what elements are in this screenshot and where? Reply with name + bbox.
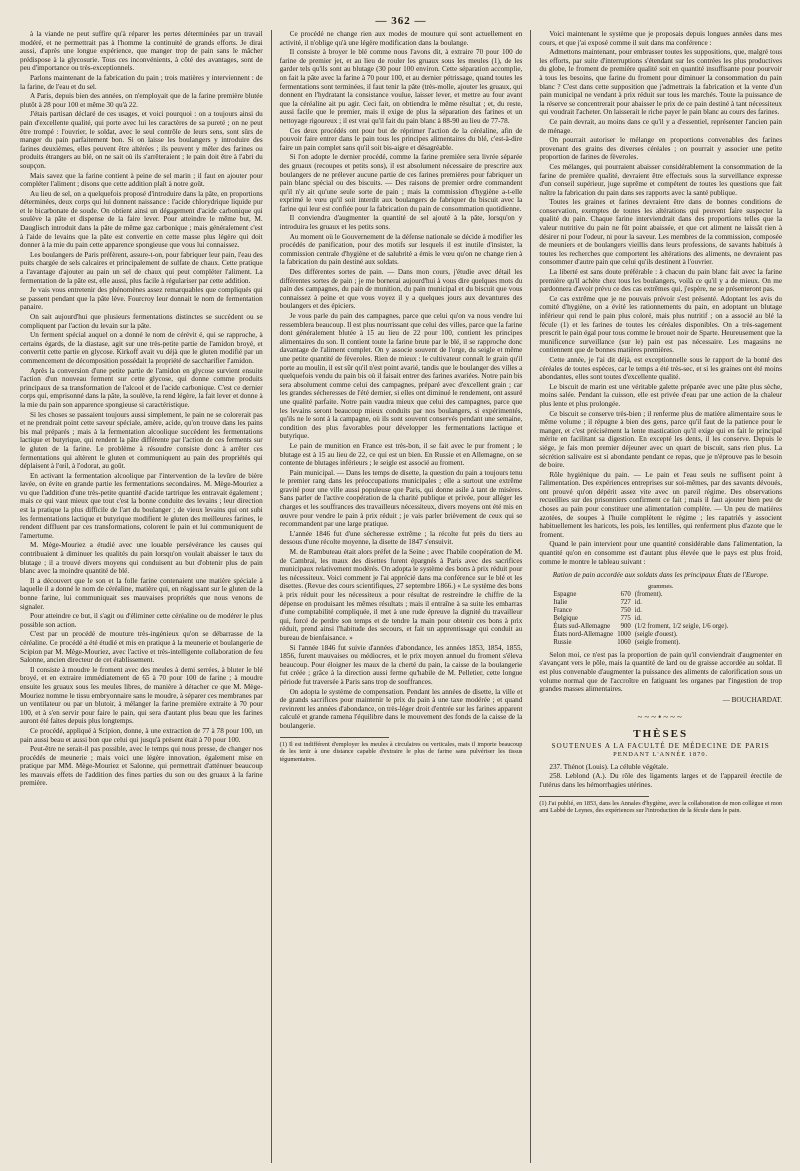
- paragraph: Ces deux procédés ont pour but de réprimer l'action de la céréaline, afin de pouvoir faire entrer dans le pain tous les principes alimentaires du blé, c'est-à-dire faire un pain complet sans qu'il soit bis-aigre et désagréable.: [279, 126, 523, 152]
- ration-country: États sud-Allemagne: [553, 622, 611, 630]
- table-row: [553, 639, 732, 647]
- paragraph: A Paris, depuis bien des années, on n'employait que de la farine première blutée plutôt à 28 pour 100 et même 30 qu'à 22.: [20, 92, 263, 109]
- paragraph: Si l'année 1846 fut suivie d'années d'abondance, les années 1853, 1854, 1855, 1856, furent mauvaises ou médiocres, et le prix moyen annuel du froment s'éleva beaucoup. Pour éloigner les maux de la cherté du pain, la caisse de la boulangerie fut créée ; grâce à la direction aussi ferme qu'habile de M. Pelletier, cette longue période fut traversée à Paris sans trop de souffrances.: [279, 643, 523, 686]
- page-number: — 362 —: [375, 15, 427, 27]
- paragraph: La liberté est sans doute préférable : à chacun du pain blanc fait avec la farine première qu'il achète chez tous les boulangers, voilà ce qu'il y a de mieux. On me pardonnera d'avoir prévu ce des cas extrêmes qui, j'espère, ne se présenteront pas.: [539, 268, 783, 294]
- paragraph: L'année 1846 fut d'une sécheresse extrême ; la récolte fut près du tiers au dessous d'une récolte moyenne, la disette de 1847 s'ensuivit.: [279, 529, 523, 547]
- paragraph: On sait aujourd'hui que plusieurs fermentations distinctes se succèdent ou se compliquent par l'action du levain sur la pâte.: [20, 313, 263, 330]
- paragraph: Pain municipal. — Dans les temps de disette, la question du pain a toujours tenu le premier rang dans les préoccupations municipales ; elle a surtout une extrême gravité pour une ville aussi populeuse que Paris, qui donne asile à tant de misères. Sans parler de l'active coopération de la charité publique et privée, pour alléger les charges et les souffrances des travailleurs nécessiteux, divers moyens ont été mis en œuvre pour vendre le pain à prix réduit ; je vais parler brièvement de ceux qui se recommandent par une large pratique.: [279, 468, 523, 529]
- paragraph: Ce cas extrême que je ne pouvais prévoir s'est présenté. Adoptant les avis du comité d'hygiène, on a évité les rationnements du pain, en adoptant un blutage inférieur qui rend le pain plus coloré, mais plus nutritif ; on a associé au blé la fécule (1) et les farines de toutes les céréales disponibles. On a très-sagement prescrit le pain égal pour tous comme le brouet noir de Sparte. Heureusement que la munificence surveillance (sur le) pain est pas nécessaire. Les magasins ne contiennent que de bonnes matières premières.: [539, 294, 783, 355]
- ration-value: 900: [620, 622, 631, 630]
- paragraph: Rôle hygiénique du pain. — Le pain et l'eau seuls ne suffisent point à l'alimentation. Des expériences entreprises sur soi-mêmes, par des savants dévoués, ont prouvé qu'on dépérit assez vite avec un pareil régime. Des observations recueillies sur des prisonniers confirment ce fait ; mais il faut ajouter bien peu de choses au pain pour constituer une alimentation complète. — Un peu de matières azotées, de soupes à l'huile complètent le régime ; les rapatriés y associent habituellement les haricots, les pois, les lentilles, qui renferment plus d'azote que le froment.: [539, 470, 783, 539]
- theses-year: PENDANT L'ANNÉE 1870.: [613, 750, 709, 758]
- paragraph: On adopta le système de compensation. Pendant les années de disette, la ville et de grands sacrifices pour maintenir le prix du pain à une taxe modérée ; et quand revinrent les années d'abondance, on très-léger droit d'entrée sur les farines apparent calculé et grande ramena l'équilibre dans le mouvement des fonds de la caisse de la boulangerie.: [279, 687, 523, 730]
- ration-country: Belgique: [553, 614, 578, 622]
- ration-table: [553, 591, 732, 647]
- table-row: [553, 631, 732, 639]
- footnote-text: (1) Il est indifférent d'employer les meules à circulaires ou verticales, mais il importe beaucoup de les tenir à une distance capable d'extraire le plus de farine sans pulvériser les tissus tégumentaires.: [279, 740, 523, 763]
- table-row: [553, 607, 732, 615]
- footnote-text: (1) J'ai publié, en 1853, dans les Annales d'hygiène, avec la collaboration de mon collègue et mon ami Labbé de Leynes, des expériences sur l'introduction de la fécule dans le pain.: [539, 799, 783, 815]
- paragraph: Ce pain devrait, au moins dans ce qu'il y a d'essentiel, représenter l'ancien pain de ménage.: [539, 117, 783, 135]
- paragraph: Voici maintenant le système que je proposais depuis longues années dans mes cours, et que j'ai exposé comme il suit dans ma conférence :: [539, 30, 783, 47]
- paragraph: Peut-être ne serait-il pas possible, avec le temps qui nous presse, de changer nos procédés de meunerie ; mais voici une légère innovation, également mise en pratique par MM. Mège-Mouriez et Salonne, qui permettrait d'atténuer beaucoup les mauvais effets de l'addition des fines parties du son ou des gruaux à la farine première.: [20, 745, 263, 788]
- thesis-item: 237. Thénot (Louis). La céluble végétale.: [549, 762, 669, 771]
- column-1: [12, 30, 271, 1163]
- paragraph: Si l'on adopte le dernier procédé, comme la farine première sera livrée séparée des gruaux (recoupes et petits sons), il est absolument nécessaire de prescrire aux boulangers de ne prélever aucune partie de ces farines premières pour fabriquer un pain blanc spécial ou des biscuits. — Des raisons de premier ordre commandent qu'il n'y ait qu'une seule sorte de pain ; mais la commission d'hygiène a-t-elle exprimé le vœu qu'il soit interdit aux boulangers de fabriquer du biscuit avec la farine qui leur est confiée pour la fabrication du pain de consommation quotidienne.: [279, 153, 523, 213]
- paragraph: Le biscuit de marin est une véritable galette préparée avec une pâte plus sèche, moins salée. Pendant la cuisson, elle est privée d'eau par une action de la chaleur plus lente et plus prolongée.: [539, 382, 783, 408]
- ration-table-unit: grammes.: [647, 582, 674, 590]
- paragraph: Cette année, je l'ai dit déjà, est exceptionnelle sous le rapport de la bonté des céréales de toutes espèces, car le temps a été très-sec, et si les graines ont été moins abondantes, elles sont toutes d'excellente qualité.: [539, 355, 783, 382]
- paragraph: Le pain de munition en France est très-bon, il se fait avec le pur froment ; le blutage est à 15 au lieu de 22, ce qui est un bien. En Russie et en Allemagne, on se contente de blutages inférieurs ; le seigle est associé au froment.: [279, 441, 523, 468]
- table-row: [553, 615, 732, 623]
- paragraph: Pour atteindre ce but, il s'agit ou d'éliminer cette céréaline ou de modérer le plus possible son action.: [20, 612, 263, 629]
- paragraph: Au lieu de sel, on a quelquefois proposé d'introduire dans la pâte, en proportions déterminées, deux corps qui lui donnent naissance : l'acide chlorydrique liquide pur et le bicarbonate de soude. On obtient ainsi un dégagement d'acide carbonique qui soulève la pâte et dispense de la faire lever. Pour atteindre le même but, M. Dauglisch introduit dans la pâte de même gaz carbonique ; mais généralement c'est à l'aide de levains que la pâte est convertie en cette masse plus légère qui doit donner à la mie du pain cette apparence spongieuse que vous lui connaissez.: [20, 189, 263, 250]
- thesis-item: 258. Leblond (A.). Du rôle des ligaments larges et de l'appareil érectile de l'utérus dans les hémorrhagies utérines.: [539, 772, 783, 789]
- ration-value: 727: [620, 598, 631, 606]
- ration-country: Italie: [553, 598, 568, 606]
- theses-subheading: SOUTENUES A LA FACULTÉ DE MÉDECINE DE PARIS: [551, 741, 770, 750]
- column-3: [530, 30, 790, 1163]
- paragraph: M. Mège-Mouriez a étudié avec une louable persévérance les causes qui contribuaient à diminuer les qualités du pain lorsqu'on voulait abaisser le taux du blutage ; il a trouvé divers moyens qui conduisent au but d'obtenir plus de pain blanc avec la moindre quantité de blé.: [20, 541, 263, 576]
- paragraph: Un ferment spécial auquel on a donné le nom de cérévit é, qui se rapproche, à certains égards, de la diastase, agit sur une très-petite partie de l'amidon broyé, et convertit cette partie en glycose. Kirkoff avait vu déjà que le gluten modifié par un commencement de décomposition possédait la propriété de saccharifier l'amidon.: [20, 331, 263, 365]
- author-signature: — BOUCHARDAT.: [722, 695, 783, 704]
- paragraph: Des différentes sortes de pain. — Dans mon cours, j'étudie avec détail les différentes sortes de pain ; je me bornerai aujourd'hui à vous dire quelques mots du pain des campagnes, du pain de munition, du pain municipal et du biscuit que vous connaissez à peine et que vous voyez il y a quelques jours aux devantures des boulangers et des épiciers.: [279, 268, 523, 311]
- paragraph: M. de Rambuteau était alors préfet de la Seine ; avec l'habile coopération de M. de Cambrai, les maux des disettes furent épargnés à Paris avec des sacrifices municipaux relativement modérés. On adopta le système des bons à prix réduit pour les nécessiteux. Voici comment je l'ai apprécié dans ma conférence sur le blé et les disettes. (Revue des cours scientifiques, 27 septembre 1866.) « Le système des bons à prix réduit pour les nécessiteux a pour résultat de restreindre le chiffre de la dépense en produisant les mêmes résultats ; mais il entraîne à sa suite les embarras d'une comptabilité compliquée, il met à une rude épreuve la dignité du travailleur qui, forcé de perdre son temps et de tendre la main pour obtenir ces bons à prix réduit, prend ainsi l'habitude des secours, et fait un apprentissage qui conduit au bureau de bienfaisance. »: [279, 548, 523, 642]
- paragraph: Parlons maintenant de la fabrication du pain ; trois matières y interviennent : de la farine, de l'eau et du sel.: [20, 73, 263, 91]
- paragraph: Si les choses se passaient toujours aussi simplement, le pain ne se colorerait pas et ne prendrait point cette saveur spéciale, amère, acide, qu'on trouve dans les pains bis mal préparés ; mais à la fermentation alcoolique succèdent les fermentations lactique et butyrique, qui rendent la pâte différente par l'action de ces ferments sur le gluten de la farine. Le problème à résoudre consiste donc à arrêter ces fermentations qui altèrent le gluten et communiquent au pain des propriétés qui déplaisent à l'œil, à l'odorat, au goût.: [20, 410, 263, 471]
- ration-country: Espagne: [553, 590, 577, 598]
- theses-heading: THÈSES: [633, 727, 689, 740]
- paragraph: Quand le pain intervient pour une quantité considérable dans l'alimentation, la quantité qu'on en consomme est d'autant plus élevée que le pays est plus froid, comme le montre le tableau suivant :: [539, 540, 783, 566]
- ration-value: 1000: [617, 630, 631, 638]
- paragraph: Ce procédé, appliqué à Scipion, donne, à une extraction de 77 à 78 pour 100, un pain aussi beau et aussi bon que celui qui jusqu'à présent était à 70 pour 100.: [20, 726, 263, 744]
- table-row: [553, 591, 732, 599]
- footnote-rule: [280, 737, 389, 738]
- ration-note: (seigle froment).: [634, 638, 681, 646]
- paragraph: Admettons maintenant, pour embrasser toutes les suppositions, que, malgré tous les efforts, par suite d'interruptions s'étendant sur les contrées les plus productives du globe, le froment de première qualité soit en quantité insuffisante pour pourvoir à tous les besoins, que farine du froment pour diminuer la consommation du pain blanc ? C'est dans cette supposition que j'admettrais la fabrication et la vente d'un pain municipal ne vendant à prix réduit sur tous les marchés. Toute la puissance de la réserve se concentrerait pour abaisser le prix de ce pain destiné à tant nécessiteux qui voudrait l'acheter. On laisserait le riche payer le pain blanc au cours des farines.: [539, 48, 783, 117]
- paragraph: Ce procédé ne change rien aux modes de mouture qui sont actuellement en activité, il n'oblige qu'à une légère modification dans la boulange.: [279, 30, 523, 47]
- ration-country: France: [553, 606, 572, 614]
- ration-country: États nord-Allemagne: [553, 630, 614, 638]
- paragraph: Il consiste à broyer le blé comme nous l'avons dit, à extraire 70 pour 100 de farine de premier jet, et au lieu de rouler les gruaux sous les meules (1), de les garder tels qu'ils sont au blutage (30 pour 100 environ. Cette séparation accomplie, on fait la pâte avec la farine à 70 pour 100, et au dernier pétrissage, quand toutes les fermentations sont terminées, il faut tenir la pâte (très-molle, ajouter les gruaux, qui donnent en l'hydratant la consistance voulue, laisser lever, et mettre au four avant que la céréaline ait pu agir. Ceci fait, on obtiendra le même résultat ; et, du reste, aussi facile que le premier, mais il exige de plus la séparation des farines et un nettoyage rigoureux ; il est vrai qu'il fait du pain blanc à 88-90 au lieu de 77-78.: [279, 48, 523, 125]
- paragraph: Il consiste à moudre le froment avec des meules à demi serrées, à bluter le blé broyé, et en extraire immédiatement de 65 à 70 pour 100 de farine ; à moudre ensuite les gruaux sous les meules libres, de manière à détacher ce que M. Mège-Mouriez nomme le tissu embryonnaire sans le moudre, à séparer ces membranes par un ventilateur ou par un blutoir, à mélanger la farine première extraite à 70 pour 100, et à s'en servir pour faire le pain, qui sera d'autant plus beau que les farines auront été faites depuis plus longtemps.: [20, 665, 263, 726]
- footnote-rule: [539, 796, 648, 797]
- paragraph: Toutes les graines et farines devraient être dans de bonnes conditions de conservation, exemptes de toutes les altérations qui peuvent faire suspecter la qualité du pain. Chaque farine interviendrait dans des proportions telles que la valeur nutritive du pain ne fût point abaissée, et que cet aliment ne laissât rien à désirer ni pour l'odeur, ni pour la saveur. Les membres de la commission, composée de meuniers et de boulangers vieillis dans leurs professions, de savants habitués à toutes les recherches que comportent les altérations des aliments, ne devraient pas consommer d'autre pain que celui qu'ils destinent à l'ouvrier.: [539, 198, 783, 267]
- paragraph: Selon moi, ce n'est pas la proportion de pain qu'il conviendrait d'augmenter en s'avançant vers le pôle, mais la quantité de lard ou de graisse accordée au soldat. Il est plus convenable d'augmenter la puissance des aliments de calorification sous un volume normal que de l'accroître en fatiguant les organes par l'ingestion de trop grandes masses alimentaires.: [539, 650, 783, 694]
- theses-list: [539, 763, 782, 790]
- table-row: [553, 599, 732, 607]
- paragraph: Je vous parle du pain des campagnes, parce que celui qu'on va nous vendre lui ressemblera beaucoup. Il est plus nourrissant que celui des villes, parce que la farine dont généralement blutée à 15 au lieu de 22 pour 100, contient les principes alimentaires du son. Il contient toute la farine brute par le blé, il se rapproche donc davantage de l'aliment complet. On y associe souvent de l'orge, du seigle et même une petite quantité de fèveroles. Rien de mieux : le cultivateur connaît le grain qu'il porte au moulin, il est sûr qu'il n'est point avarié, tandis que le boulanger des villes a quelquefois vendu du pain bis où il faisait entrer des farines avariées. Notre pain bis sera absolument comme celui des campagnes, préparé avec d'excellent grain ; car les grandes sécheresses de l'été dernier, si elles ont diminué le rendement, ont assuré une qualité parfaite. Notre pain vaudra mieux que celui des campagnes, parce que les levains seront beaucoup mieux conduits par nos boulangers, si expérimentés, qu'ils ne le sont à la campagne, où ils sont souvent conservés pendant une semaine, condition des plus favorables pour développer les fermentations lactique et butyrique.: [279, 312, 523, 441]
- ration-value: 750: [620, 606, 631, 614]
- ration-value: 775: [620, 614, 631, 622]
- ration-note: id.: [634, 598, 642, 606]
- paragraph: Je vais vous entretenir des phénomènes assez remarquables que compliqués qui se passent pendant que la pâte lève. Fourcroy leur donnait le nom de fermentation panaire.: [20, 286, 263, 312]
- paragraph: à la viande ne peut suffire qu'à réparer les pertes déterminées par un travail modéré, et ne permettrait pas à l'homme la continuité de grands efforts. Je dirai aussi, d'après une longue expérience, que manger trop de pain sans le mâcher prédispose à la glycosurie. Tous ces inconvénients, à côté des avantages, sont de peu d'importance ou très-exceptionnels.: [20, 30, 263, 73]
- paragraph: Il a découvert que le son et la folle farine contenaient une matière spéciale à laquelle il a donné le nom de céréaline, matière qui, en réagissant sur le gluten de la bonne farine, lui communiquait ses mauvaises propriétés que nous venons de signaler.: [20, 576, 263, 611]
- paragraph: Les boulangers de Paris préfèrent, assure-t-on, pour fabriquer leur pain, l'eau des puits chargée de sels calcaires et principalement de sulfate de chaux. Cette pratique a l'avantage d'ajouter au pain un sel de chaux qui peut compléter l'aliment. La fermentation de la pâte est, elle aussi, plus facile à régulariser par cette addition.: [20, 250, 263, 285]
- column-3-body: [539, 30, 782, 566]
- column-2: [271, 30, 531, 1163]
- section-ornament: ~~~•~~~: [637, 711, 684, 722]
- paragraph: J'étais partisan déclaré de ces usages, et voici pourquoi : on a toujours ainsi du pain d'excellente qualité, qui porte avec lui les caractères de sa pureté ; on ne peut être trompé : l'ouvrier, le soldat, avec le seul contrôle de leurs sens, sont sûrs de manger du pain parfaitement bon. Si on laisse les boulangers y introduire des farines deuxièmes, elles peuvent être altérées ; ils peuvent y mêler des farines ou produits étrangers au blé, on ne sait où ils s'arrêteraient ; le pain doit être à l'abri du soupçon.: [20, 110, 263, 170]
- paragraph: Ces mélanges, qui pourraient abaisser considérablement la consommation de la farine de première qualité, devraient être effectués sous la surveillance expresse d'un conseil supérieur, juge suprême et compétent de toutes les questions que fait naître la fabrication du pain dans ses rapports avec la santé publique.: [539, 162, 783, 197]
- ration-country: Russie: [553, 638, 572, 646]
- table-row: [553, 623, 732, 631]
- paragraph: C'est par un procédé de mouture très-ingénieux qu'on se débarrasse de la céréaline. Ce procédé a été étudié et mis en pratique à la meunerie et boulangerie de Scipion par M. Mège-Mouriez, avec l'active et très-intelligente collaboration de feu Salonne, ancien directeur de cet établissement.: [20, 630, 263, 665]
- ration-note: (seigle d'ouest).: [634, 630, 678, 638]
- paragraph: Au moment où le Gouvernement de la défense nationale se décide à modifier les procédés de panification, pour des motifs sur lesquels il est inutile d'insister, la commission centrale d'hygiène et de salubrité a émis le vœu qu'on ne change rien à la fabrication du pain destiné aux soldats.: [279, 232, 523, 267]
- paragraph: Il conviendra d'augmenter la quantité de sel ajouté à la pâte, lorsqu'on y introduira les gruaux et les petits sons.: [279, 214, 523, 232]
- ration-value: 1060: [617, 638, 631, 646]
- paragraph: On pourrait autoriser le mélange en proportions convenables des farines provenant des grains des diverses céréales ; on pourrait y associer une petite proportion de farines de fèveroles.: [539, 136, 783, 162]
- paragraph: Ce biscuit se conserve très-bien ; il renferme plus de matière alimentaire sous le même volume ; il répugne à bien des gens, parce qu'il faut de la patience pour le manger, et c'est précisément la lente mastication qu'il exige qui en fait le principal mérite en facilitant sa digestion. En excepté les dents, il les conserve. Depuis le siége, je fais mon premier déjeuner avec un quart de biscuit, sans rien plus. La sécrétion salivaire est si abondante pendant ce repas, que je n'éprouve pas le besoin de boire.: [539, 409, 783, 470]
- ration-note: (froment).: [634, 590, 663, 598]
- ration-note: id.: [634, 614, 642, 622]
- column-2-body: [280, 30, 523, 731]
- paragraph: Mais savez que la farine contient à peine de sel marin ; il faut en ajouter pour compléter l'aliment ; disons que cette addition plaît à notre goût.: [20, 171, 263, 189]
- ration-value: 670: [620, 590, 631, 598]
- column-3-footnote: [539, 800, 782, 815]
- column-3-after-table: [539, 651, 782, 694]
- ration-note: id.: [634, 606, 642, 614]
- ration-note: (1/2 froment, 1/2 seigle, 1/6 orge).: [634, 622, 729, 630]
- columns: [12, 30, 790, 1163]
- paragraph: En activant la fermentation alcoolique par l'intervention de la levûre de bière lavée, on évite en grande partie les fermentations secondaires. M. Mège-Mouriez a vu que l'addition d'une très-petite quantité d'acide tartrique les entravait également ; mais ce qui vaut mieux que tout c'est la bonne conduite des levains ; leur direction est la pratique la plus difficile de l'art du boulanger ; de vieux levains qui ont subi les fermentations lactique et butyrique modifient le gluten des meilleures farines, le rendent diffluent par ces transformations, colorent le pain et lui communiquent de l'amertume.: [20, 471, 263, 540]
- column-2-footnote: [280, 741, 523, 764]
- ration-table-title: Ration de pain accordée aux soldats dans les principaux États de l'Europe.: [552, 571, 769, 580]
- paragraph: Après la conversion d'une petite partie de l'amidon en glycose survient ensuite l'action d'un nouveau ferment sur cette glycose, qui donne comme produits principaux de sa transformation de l'alcool et de l'acide carbonique. C'est ce dernier corps qui, emprisonné dans la pâte, la soulève, la rend légère, la fait lever et donne à la mie du pain son apparence spongieuse si caractéristique.: [20, 366, 263, 409]
